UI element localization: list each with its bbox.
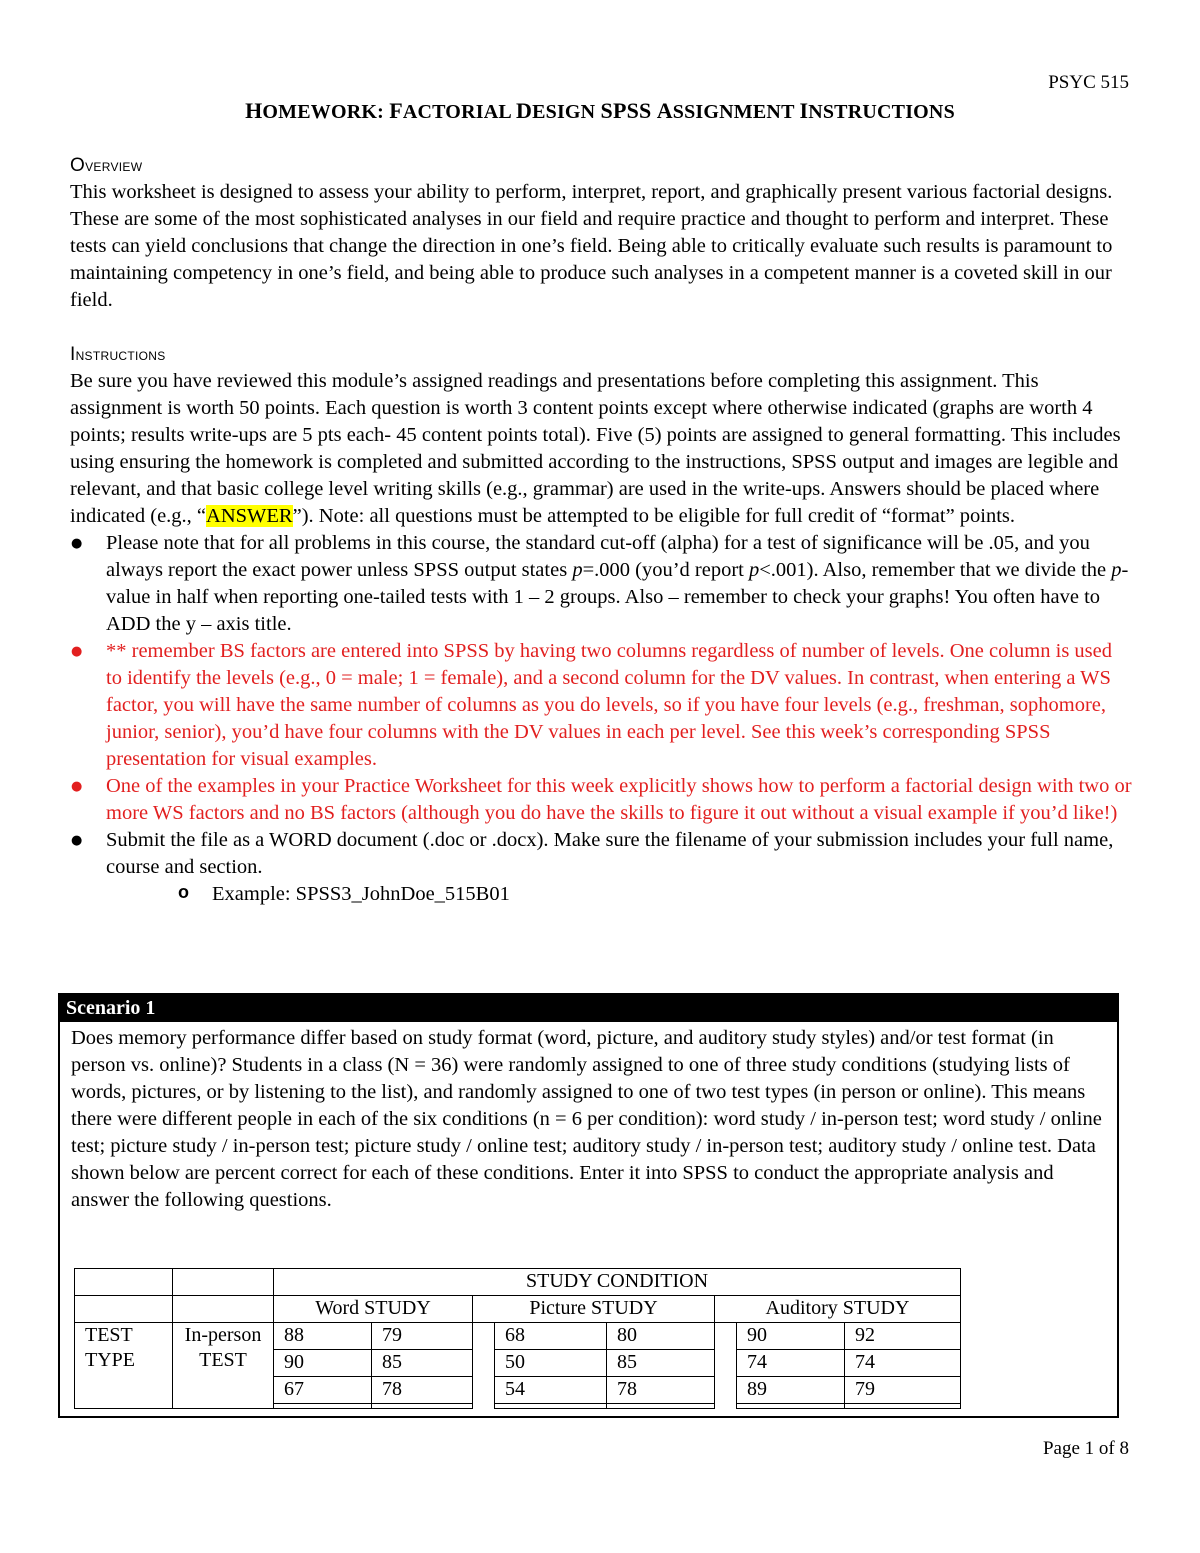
overview-heading: Overview <box>70 155 143 176</box>
table-cell: 88 <box>274 1323 372 1350</box>
table-cell: 54 <box>495 1377 607 1404</box>
data-table <box>74 1268 961 1409</box>
table-cell: 85 <box>372 1350 473 1377</box>
page-title: HOMEWORK: FACTORIAL DESIGN SPSS ASSIGNMENT INSTRUCTIONS <box>245 98 955 123</box>
list-item: ● One of the examples in your Practice Worksheet for this week explicitly shows how to perform a factorial design with two or more WS factors and no BS factors (although you do have the skills to figure it out without a visual example if you’d like!) <box>70 773 1132 827</box>
document-body <box>70 152 1132 908</box>
instructions-text: Be sure you have reviewed this module’s assigned readings and presentations before completing this assignment. This assignment is worth 50 points. Each question is worth 3 content points except where otherwise indicated (graphs are worth 4 points; results write-ups are 5 pts each- 45 content points total). Five (5) points are assigned to general formatting. This includes using ensuring the homework is completed and submitted according to the instructions, SPSS output and images are legible and relevant, and that basic college level writing skills (e.g., grammar) are used in the write-ups. Answers should be placed where indicated (e.g., “ANSWER”). Note: all questions must be attempted to be eligible for full credit of “format” points. <box>70 370 1121 527</box>
table-cell: 80 <box>607 1323 715 1350</box>
scenario-1-box <box>58 993 1119 1418</box>
scenario-1-text: Does memory performance differ based on study format (word, picture, and auditory study styles) and/or test format (in person vs. online)? Students in a class (N = 36) were randomly assigned to one of three study conditions (studying lists of words, pictures, or by listening to the list), and randomly assigned to one of two test types (in person or online). This means there were different people in each of the six conditions (n = 6 per condition): word study / in-person test; word study / online test; picture study / in-person test; picture study / online test; auditory study / in-person test; auditory study / online test. Data shown below are percent correct for each of these conditions. Enter it into SPSS to conduct the appropriate analysis and answer the following questions. <box>71 1027 1102 1211</box>
table-cell: 79 <box>845 1377 961 1404</box>
example-filename: o Example: SPSS3_JohnDoe_515B01 <box>106 881 1132 908</box>
answer-highlight: ANSWER <box>206 505 293 527</box>
auditory-study-header: Auditory STUDY <box>715 1296 961 1323</box>
table-cell: 90 <box>274 1350 372 1377</box>
instructions-list <box>70 530 1132 908</box>
table-cell: 92 <box>845 1323 961 1350</box>
picture-study-header: Picture STUDY <box>473 1296 715 1323</box>
list-item: ● Submit the file as a WORD document (.doc or .docx). Make sure the filename of your submission includes your full name, course and section. o Example: SPSS3_JohnDoe_515B01 <box>70 827 1132 908</box>
study-condition-header: STUDY CONDITION <box>274 1269 961 1296</box>
course-code: PSYC 515 <box>1048 72 1129 93</box>
table-cell: 74 <box>737 1350 845 1377</box>
word-study-header: Word STUDY <box>274 1296 473 1323</box>
instructions-heading: Instructions <box>70 344 166 365</box>
test-type-label: TEST TYPE <box>75 1323 173 1409</box>
table-cell: 79 <box>372 1323 473 1350</box>
table-cell: 67 <box>274 1377 372 1404</box>
table-cell: 89 <box>737 1377 845 1404</box>
table-cell: 50 <box>495 1350 607 1377</box>
table-cell: 85 <box>607 1350 715 1377</box>
table-cell: 78 <box>372 1377 473 1404</box>
table-cell: 68 <box>495 1323 607 1350</box>
page-number: Page 1 of 8 <box>1042 1438 1129 1459</box>
list-item: ● ** remember BS factors are entered into SPSS by having two columns regardless of number of levels. One column is used to identify the levels (e.g., 0 = male; 1 = female), and a second column for the DV values. In contrast, when entering a WS factor, you will have the same number of columns as you do levels, so if you have four levels (e.g., freshman, sophomore, junior, senior), you’d have four columns with the DV values in each per level. See this week’s corresponding SPSS presentation for visual examples. <box>70 638 1132 773</box>
table-cell: 90 <box>737 1323 845 1350</box>
table-cell: 74 <box>845 1350 961 1377</box>
in-person-test-label: In-person TEST <box>173 1323 274 1409</box>
scenario-1-heading: Scenario 1 <box>60 995 1117 1022</box>
table-cell: 78 <box>607 1377 715 1404</box>
overview-text: This worksheet is designed to assess your ability to perform, interpret, report, and graphically present various factorial designs. These are some of the most sophisticated analyses in our field and require practice and thought to perform and interpret. These tests can yield conclusions that change the direction in one’s field. Being able to critically evaluate such results is paramount to maintaining competency in one’s field, and being able to produce such analyses in a competent manner is a coveted skill in our field. <box>70 181 1113 311</box>
list-item: ● Please note that for all problems in this course, the standard cut-off (alpha) for a test of significance will be .05, and you always report the exact power unless SPSS output states p=.000 (you’d report p<.001). Also, remember that we divide the p-value in half when reporting one-tailed tests with 1 – 2 groups. Also – remember to check your graphs! You often have to ADD the y – axis title. <box>70 530 1132 638</box>
